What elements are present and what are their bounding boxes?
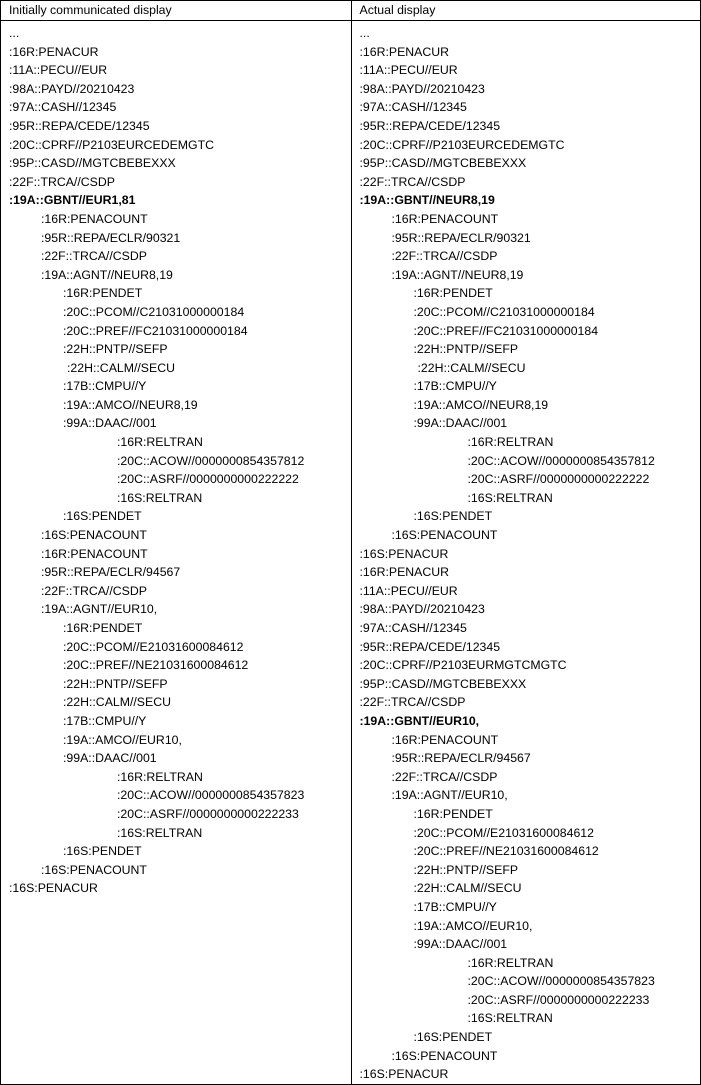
initial-display-line: :17B::CMPU//Y bbox=[63, 713, 147, 728]
initial-display-line: :22F::TRCA//CSDP bbox=[41, 583, 147, 598]
initial-display-line: :20C::PREF//FC21031000000184 bbox=[63, 323, 248, 338]
header-actual-display: Actual display bbox=[351, 1, 701, 21]
initial-display-line: :95P::CASD//MGTCBEBEXXX bbox=[9, 156, 176, 171]
actual-display-line: :22H::PNTP//SEFP bbox=[413, 862, 519, 877]
actual-display-line: :20C::CPRF//P2103EURMGTCMGTC bbox=[359, 658, 567, 673]
actual-display-line: :19A::AMCO//EUR10, bbox=[413, 918, 533, 933]
actual-display-line: :16S:PENDET bbox=[413, 509, 493, 524]
actual-display-line: :20C::PCOM//C21031000000184 bbox=[413, 304, 595, 319]
actual-display-line: :98A::PAYD//20210423 bbox=[359, 602, 485, 617]
initial-display-line: :22F::TRCA//CSDP bbox=[41, 249, 147, 264]
initial-display-line: :20C::PREF//NE21031600084612 bbox=[63, 658, 249, 673]
initial-display-line: :95R::REPA/ECLR/90321 bbox=[41, 230, 181, 245]
actual-display-line: :11A::PECU//EUR bbox=[359, 583, 458, 598]
actual-display-line: :16S:RELTRAN bbox=[467, 490, 553, 505]
initial-display-line: :16R:PENACUR bbox=[9, 44, 99, 59]
initial-display-line: :22H::PNTP//SEFP bbox=[63, 342, 168, 357]
actual-display-line: :98A::PAYD//20210423 bbox=[359, 81, 485, 96]
actual-display-line: :22F::TRCA//CSDP bbox=[359, 174, 466, 189]
actual-display-line: :16S:RELTRAN bbox=[467, 1011, 553, 1026]
initial-display-line: :22H::PNTP//SEFP bbox=[63, 676, 168, 691]
actual-display-line: :16R:PENACOUNT bbox=[391, 732, 499, 747]
initial-display-lines bbox=[1, 21, 351, 898]
actual-display-line: :95P::CASD//MGTCBEBEXXX bbox=[359, 156, 527, 171]
initial-display-line: :11A::PECU//EUR bbox=[9, 63, 108, 78]
actual-display-line: :20C::CPRF//P2103EURCEDEMGTC bbox=[359, 137, 565, 152]
initial-display-line: :16S:PENDET bbox=[63, 509, 142, 524]
actual-display-line: :95P::CASD//MGTCBEBEXXX bbox=[359, 676, 527, 691]
actual-display-line: :95R::REPA/CEDE/12345 bbox=[359, 639, 501, 654]
actual-display-line: :16S:PENACOUNT bbox=[391, 1048, 498, 1063]
actual-display-line: :16R:PENACUR bbox=[359, 565, 450, 580]
initial-display-line: :22H::CALM//SECU bbox=[63, 695, 171, 710]
initial-display-line: :17B::CMPU//Y bbox=[63, 379, 147, 394]
actual-display-cell bbox=[351, 21, 701, 1085]
initial-display-line: :20C::ASRF//0000000000222233 bbox=[117, 806, 299, 821]
header-initial-display: Initially communicated display bbox=[1, 1, 352, 21]
actual-display-line: :97A::CASH//12345 bbox=[359, 621, 467, 635]
initial-display-line: :16S:RELTRAN bbox=[117, 825, 203, 840]
initial-display-line: :99A::DAAC//001 bbox=[63, 751, 157, 766]
actual-display-line: :16R:PENACUR bbox=[359, 44, 450, 59]
actual-display-line: :16S:PENDET bbox=[413, 1030, 493, 1045]
actual-display-line: :20C::PREF//NE21031600084612 bbox=[413, 844, 599, 859]
actual-display-line: :16R:RELTRAN bbox=[467, 955, 554, 970]
actual-display-line: :16R:PENDET bbox=[413, 806, 493, 821]
actual-display-line: :97A::CASH//12345 bbox=[359, 100, 467, 115]
actual-display-line: :16R:RELTRAN bbox=[467, 435, 554, 450]
initial-display-line: :16S:PENACOUNT bbox=[41, 862, 147, 877]
initial-display-line: :20C::ACOW//0000000854357823 bbox=[117, 788, 305, 803]
actual-display-line: :20C::ACOW//0000000854357823 bbox=[467, 974, 655, 989]
initial-display-line: :16S:PENDET bbox=[63, 844, 142, 859]
actual-display-line: :20C::ACOW//0000000854357812 bbox=[467, 453, 655, 468]
actual-display-line: :16S:PENACUR bbox=[359, 546, 449, 561]
initial-display-cell bbox=[1, 21, 352, 1085]
actual-display-line: :17B::CMPU//Y bbox=[413, 899, 497, 914]
initial-display-line: :22F::TRCA//CSDP bbox=[9, 174, 115, 189]
initial-display-line: :16S:PENACUR bbox=[9, 881, 98, 896]
actual-display-line: :22F::TRCA//CSDP bbox=[391, 769, 498, 784]
actual-display-lines bbox=[352, 21, 701, 1084]
actual-display-line: :95R::REPA/ECLR/90321 bbox=[391, 230, 531, 245]
actual-display-line: :22H::CALM//SECU bbox=[413, 881, 522, 896]
header-row bbox=[1, 1, 701, 21]
initial-display-line: :19A::AGNT//EUR10, bbox=[41, 602, 158, 617]
initial-display-line: :95R::REPA/ECLR/94567 bbox=[41, 565, 181, 580]
actual-display-line: :99A::DAAC//001 bbox=[413, 937, 508, 952]
initial-display-line: :16S:PENACOUNT bbox=[41, 528, 147, 543]
initial-display-line: :16S:RELTRAN bbox=[117, 490, 203, 505]
initial-display-line: :16R:PENACOUNT bbox=[41, 211, 148, 226]
actual-display-line: :20C::PREF//FC21031000000184 bbox=[413, 323, 599, 338]
actual-display-line: :20C::ASRF//0000000000222233 bbox=[467, 992, 650, 1007]
initial-display-line: ... bbox=[9, 26, 20, 40]
actual-display-line: :11A::PECU//EUR bbox=[359, 63, 458, 78]
actual-display-line: ... bbox=[359, 26, 370, 40]
initial-display-line: :20C::PCOM//E21031600084612 bbox=[63, 639, 244, 654]
initial-display-line: :97A::CASH//12345 bbox=[9, 100, 117, 115]
actual-display-line: :16S:PENACOUNT bbox=[391, 528, 498, 543]
actual-display-line: :20C::PCOM//E21031600084612 bbox=[413, 825, 594, 840]
initial-display-line: :16R:PENDET bbox=[63, 621, 143, 635]
actual-display-line: :19A::AMCO//NEUR8,19 bbox=[413, 397, 549, 412]
actual-display-line: :95R::REPA/CEDE/12345 bbox=[359, 118, 501, 133]
actual-display-line: :16S:PENACUR bbox=[359, 1067, 449, 1082]
actual-display-line: :17B::CMPU//Y bbox=[413, 379, 497, 394]
actual-display-line: :22H::CALM//SECU bbox=[417, 360, 526, 375]
initial-display-line: :16R:PENDET bbox=[63, 286, 143, 301]
initial-display-line: :19A::AMCO//NEUR8,19 bbox=[63, 397, 198, 412]
actual-display-line: :19A::AGNT//NEUR8,19 bbox=[391, 267, 524, 282]
initial-display-line: :22H::CALM//SECU bbox=[67, 360, 175, 375]
actual-display-line: :22H::PNTP//SEFP bbox=[413, 342, 519, 357]
content-row bbox=[1, 21, 701, 1085]
actual-display-line: :22F::TRCA//CSDP bbox=[391, 249, 498, 264]
initial-display-line: :16R:PENACOUNT bbox=[41, 546, 148, 561]
initial-display-line: :20C::CPRF//P2103EURCEDEMGTC bbox=[9, 137, 215, 152]
actual-display-line: :19A::GBNT//NEUR8,19 bbox=[359, 193, 495, 208]
initial-display-line: :19A::AMCO//EUR10, bbox=[63, 732, 182, 747]
actual-display-line: :19A::GBNT//EUR10, bbox=[359, 713, 480, 728]
initial-display-line: :20C::ACOW//0000000854357812 bbox=[117, 453, 305, 468]
initial-display-line: :16R:RELTRAN bbox=[117, 769, 203, 784]
initial-display-line: :98A::PAYD//20210423 bbox=[9, 81, 135, 96]
actual-display-line: :16R:PENDET bbox=[413, 286, 493, 301]
actual-display-line: :16R:PENACOUNT bbox=[391, 211, 499, 226]
initial-display-line: :99A::DAAC//001 bbox=[63, 416, 157, 431]
actual-display-line: :20C::ASRF//0000000000222222 bbox=[467, 472, 650, 487]
actual-display-line: :19A::AGNT//EUR10, bbox=[391, 788, 508, 803]
initial-display-line: :19A::GBNT//EUR1,81 bbox=[9, 193, 136, 208]
initial-display-line: :95R::REPA/CEDE/12345 bbox=[9, 118, 150, 133]
initial-display-line: :20C::PCOM//C21031000000184 bbox=[63, 304, 245, 319]
actual-display-line: :99A::DAAC//001 bbox=[413, 416, 508, 431]
initial-display-line: :16R:RELTRAN bbox=[117, 435, 203, 450]
initial-display-line: :20C::ASRF//0000000000222222 bbox=[117, 472, 299, 487]
actual-display-line: :95R::REPA/ECLR/94567 bbox=[391, 751, 531, 766]
initial-display-line: :19A::AGNT//NEUR8,19 bbox=[41, 267, 173, 282]
actual-display-line: :22F::TRCA//CSDP bbox=[359, 695, 466, 710]
